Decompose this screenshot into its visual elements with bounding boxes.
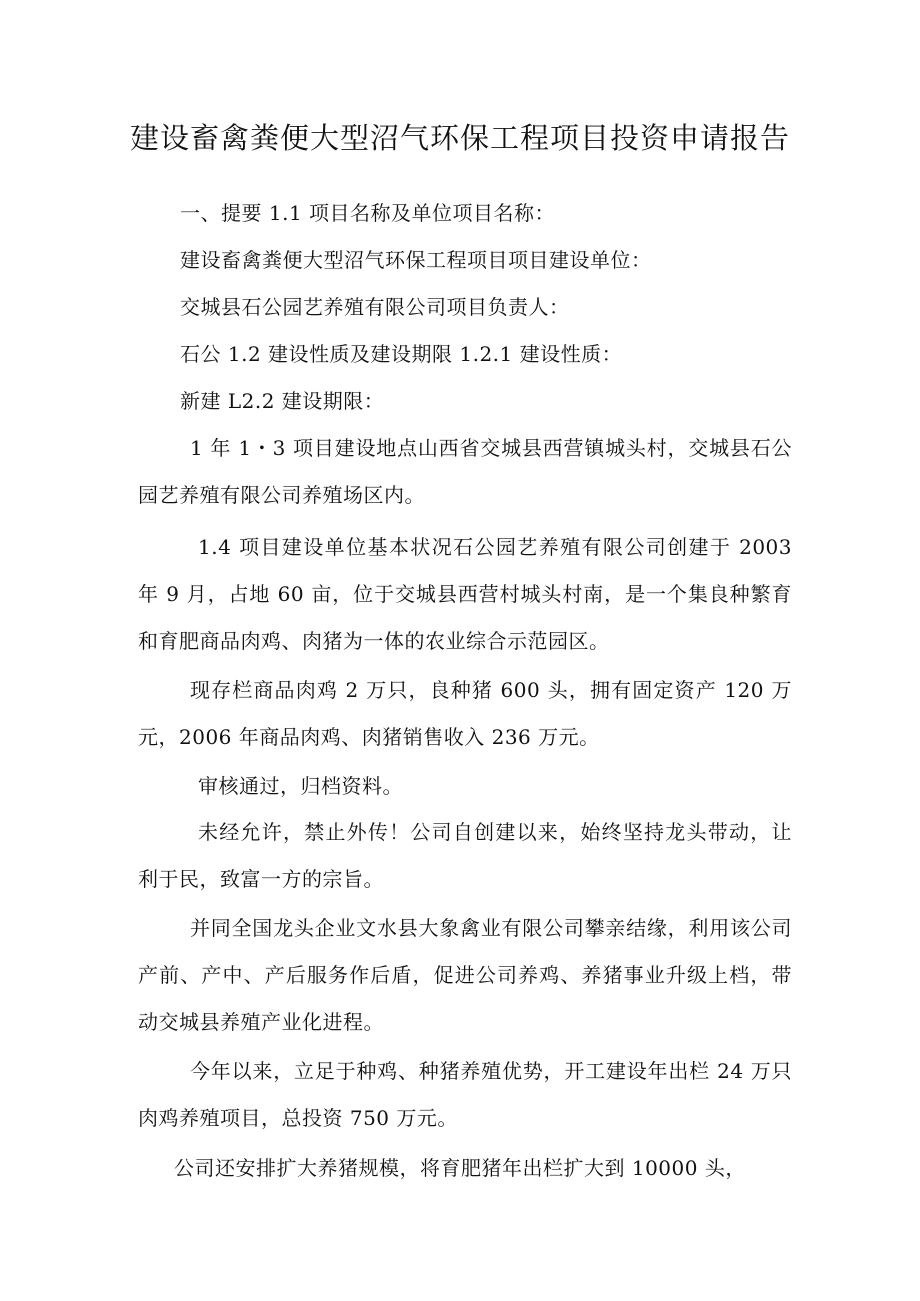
paragraph-project-location: 1 年 1・3 项目建设地点山西省交城县西营镇城头村，交城县石公园艺养殖有限公司养殖场区内。	[138, 436, 792, 507]
document-title: 建设畜禽粪便大型沼气环保工程项目投资申请报告	[129, 121, 790, 155]
paragraph-chicken-project: 今年以来，立足于种鸡、种猪养殖优势，开工建设年出栏 24 万只肉鸡养殖项目，总投资 750 万元。	[138, 1059, 792, 1130]
paragraph-construction-nature: 石公 1.2 建设性质及建设期限 1.2.1 建设性质：	[180, 342, 623, 366]
paragraph-unit-overview: 1.4 项目建设单位基本状况石公园艺养殖有限公司创建于 2003 年 9 月，占地 60 亩，位于交城县西营村城头村南，是一个集良种繁育和育肥商品肉鸡、肉猪为一体的农业综合示范园区。	[138, 535, 792, 653]
paragraph-construction-unit: 交城县石公园艺养殖有限公司项目负责人：	[180, 295, 570, 319]
paragraph-pig-expansion: 公司还安排扩大养猪规模，将育肥猪年出栏扩大到 10000 头，	[174, 1156, 746, 1180]
paragraph-summary-heading: 一、提要 1.1 项目名称及单位项目名称：	[180, 201, 556, 225]
paragraph-construction-period: 新建 L2.2 建设期限：	[180, 389, 385, 413]
paragraph-partnership: 并同全国龙头企业文水县大象禽业有限公司攀亲结缘，利用该公司产前、产中、产后服务作后盾，促进公司养鸡、养猪事业升级上档，带动交城县养殖产业化进程。	[138, 916, 792, 1034]
paragraph-project-name: 建设畜禽粪便大型沼气环保工程项目项目建设单位：	[180, 248, 652, 272]
paragraph-approval-note: 审核通过，归档资料。	[198, 774, 403, 798]
paragraph-current-stock: 现存栏商品肉鸡 2 万只，良种猪 600 头，拥有固定资产 120 万元，2006 年商品肉鸡、肉猪销售收入 236 万元。	[138, 678, 792, 749]
paragraph-company-purpose: 未经允许，禁止外传！公司自创建以来，始终坚持龙头带动，让利于民，致富一方的宗旨。	[138, 820, 792, 891]
